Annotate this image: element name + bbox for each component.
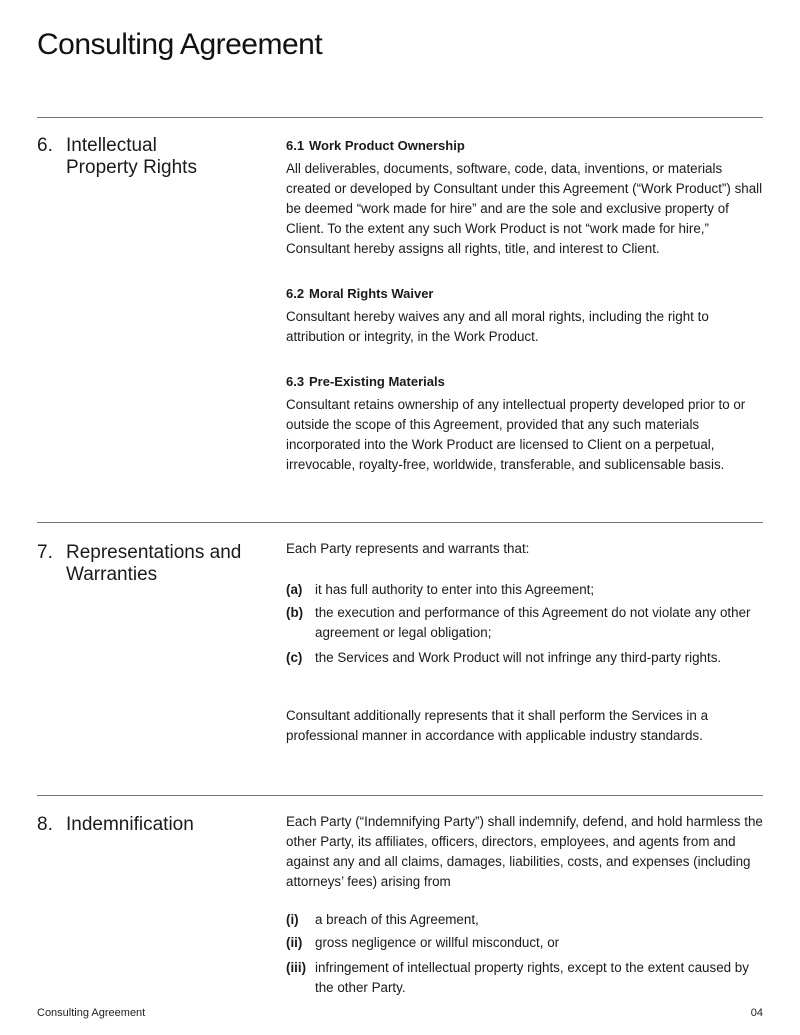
list-item — [286, 603, 764, 643]
section-title: Representations and Warranties — [66, 542, 242, 585]
list-text: infringement of intellectual property rights, except to the extent caused by the other Party. — [315, 960, 749, 995]
list-item — [286, 933, 764, 953]
section-number: 7. — [37, 542, 53, 563]
list-text: the execution and performance of this Agreement do not violate any other agreement or legal obligation; — [315, 605, 751, 640]
list-marker: (ii) — [286, 935, 303, 950]
page-title: Consulting Agreement — [37, 28, 323, 61]
list-item — [286, 648, 764, 668]
subsection-number: 6.3 — [286, 374, 305, 389]
paragraph: Consultant additionally represents that it shall perform the Services in a professional manner in accordance with applicable industry standards. — [286, 708, 709, 743]
paragraph: All deliverables, documents, software, code, data, inventions, or materials created or developed by Consultant under this Agreement (“Work Product”) shall be deemed “work made for hire” and are the sole and exclusive property of Client. To the extent any such Work Product is not “work made for hire,” Consultant hereby assigns all rights, title, and interest to Client. — [286, 161, 763, 256]
subsection-heading — [286, 284, 764, 304]
list-marker: (b) — [286, 605, 304, 620]
section-title: Intellectual Property Rights — [66, 135, 197, 178]
list-item — [286, 958, 764, 998]
list-text: gross negligence or willful misconduct, or — [315, 935, 560, 950]
subsection-title: Work Product Ownership — [309, 138, 465, 153]
list-item — [286, 910, 764, 930]
subsection-title: Pre-Existing Materials — [309, 374, 445, 389]
subsection-heading — [286, 372, 764, 392]
section-number: 6. — [37, 135, 53, 156]
divider — [37, 522, 763, 523]
list-item — [286, 580, 764, 600]
paragraph: Consultant retains ownership of any intellectual property developed prior to or outside the scope of this Agreement, provided that any such materials incorporated into the Work Product are licensed to Client on a perpetual, irrevocable, royalty-free, worldwide, transferable, and sublicensable basis. — [286, 397, 746, 472]
list-marker: (c) — [286, 650, 303, 665]
divider — [37, 795, 763, 796]
paragraph: Consultant hereby waives any and all moral rights, including the right to attribution or integrity, in the Work Product. — [286, 309, 709, 344]
section-8-body — [286, 812, 764, 998]
list-marker: (a) — [286, 582, 303, 597]
paragraph: Each Party (“Indemnifying Party”) shall indemnify, defend, and hold harmless the other Party, its affiliates, officers, directors, employees, and agents from and against any and all claims, damages, liabilities, costs, and expenses (including attorneys’ fees) arising from — [286, 814, 763, 889]
subsection-number: 6.2 — [286, 286, 305, 301]
footer-title: Consulting Agreement — [37, 1007, 146, 1019]
section-6-body — [286, 136, 764, 475]
section-title: Indemnification — [66, 814, 194, 835]
list-marker: (iii) — [286, 960, 307, 975]
subsection-title: Moral Rights Waiver — [309, 286, 434, 301]
list-text: it has full authority to enter into this Agreement; — [315, 582, 595, 597]
subsection-heading — [286, 136, 764, 156]
list-marker: (i) — [286, 912, 299, 927]
section-7-body — [286, 539, 764, 746]
list-text: a breach of this Agreement, — [315, 912, 479, 927]
page-number: 04 — [750, 1007, 763, 1019]
paragraph: Each Party represents and warrants that: — [286, 541, 530, 556]
list-text: the Services and Work Product will not infringe any third-party rights. — [315, 650, 722, 665]
subsection-number: 6.1 — [286, 138, 305, 153]
section-number: 8. — [37, 814, 53, 835]
divider — [37, 117, 763, 118]
